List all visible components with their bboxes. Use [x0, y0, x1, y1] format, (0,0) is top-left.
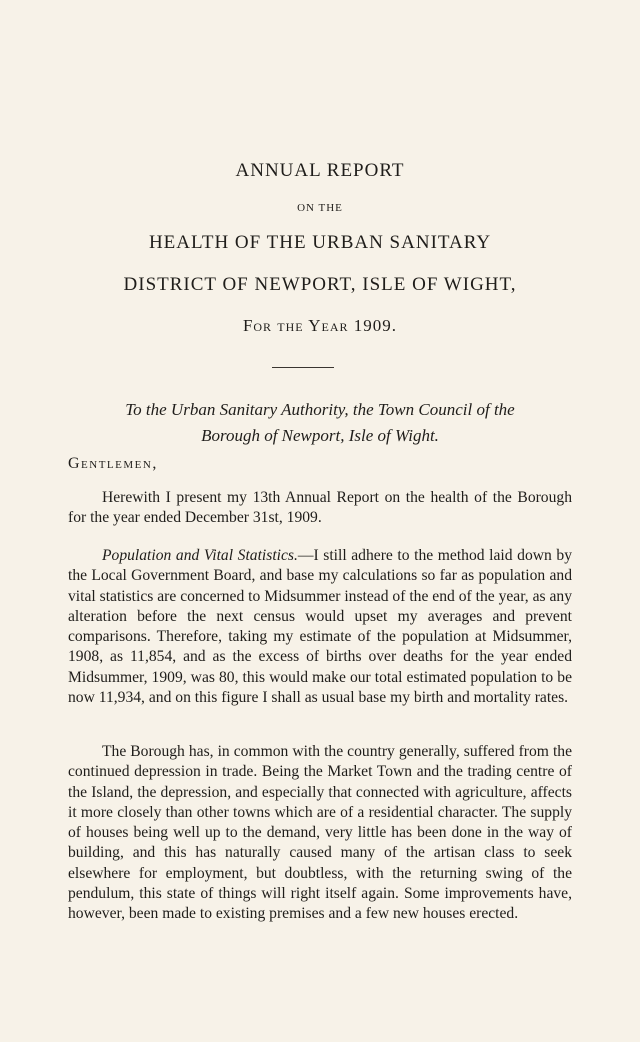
section-divider — [272, 367, 334, 368]
salutation: Gentlemen, — [68, 455, 158, 472]
section-heading-population: Population and Vital Statistics. — [102, 547, 298, 564]
report-subject-line-2: DISTRICT OF NEWPORT, ISLE OF WIGHT, — [123, 274, 517, 295]
addressee-line-1: To the Urban Sanitary Authority, the Town Council of the — [125, 400, 515, 419]
addressee-line-2: Borough of Newport, Isle of Wight. — [201, 426, 439, 445]
population-statistics-text: —I still adhere to the method laid down by the Local Government Board, and base my calculations so far as population and vital statistics are concerned to Midsummer instead of the end of the year, as any alteration before the next census would upset my averages and prevent comparisons. Therefore, taking my estimate of the population at Midsummer, 1908, as 11,854, and as the excess of births over deaths for the year ended Midsummer, 1909, was 80, this would make our total estimated population to be now 11,934, and on this figure I shall as usual base my birth and mortality rates. — [68, 547, 572, 707]
addressee — [90, 397, 550, 449]
report-subject-line-1: HEALTH OF THE URBAN SANITARY — [148, 232, 492, 253]
paragraph-trade-depression: The Borough has, in common with the country generally, suffered from the continued depression in trade. Being the Market Town and the trading centre of the Island, the depression, and especially that connected with agriculture, affects it more closely than other towns which are of a residential character. The supply of houses being well up to the demand, very little has been done in the way of building, and this has naturally caused many of the artisan class to seek elsewhere for employment, but doubtless, with the returning swing of the pendulum, this state of things will right itself again. Some improvements have, however, been made to existing premises and a few new houses erected. — [68, 743, 572, 923]
report-title: ANNUAL REPORT — [235, 160, 405, 181]
paragraph-introduction: Herewith I present my 13th Annual Report on the health of the Borough for the year ended December 31st, 1909. — [68, 489, 572, 527]
paragraph-population-statistics — [68, 546, 572, 708]
report-year: For the Year 1909. — [242, 316, 398, 335]
title-connector: ON THE — [297, 202, 343, 214]
